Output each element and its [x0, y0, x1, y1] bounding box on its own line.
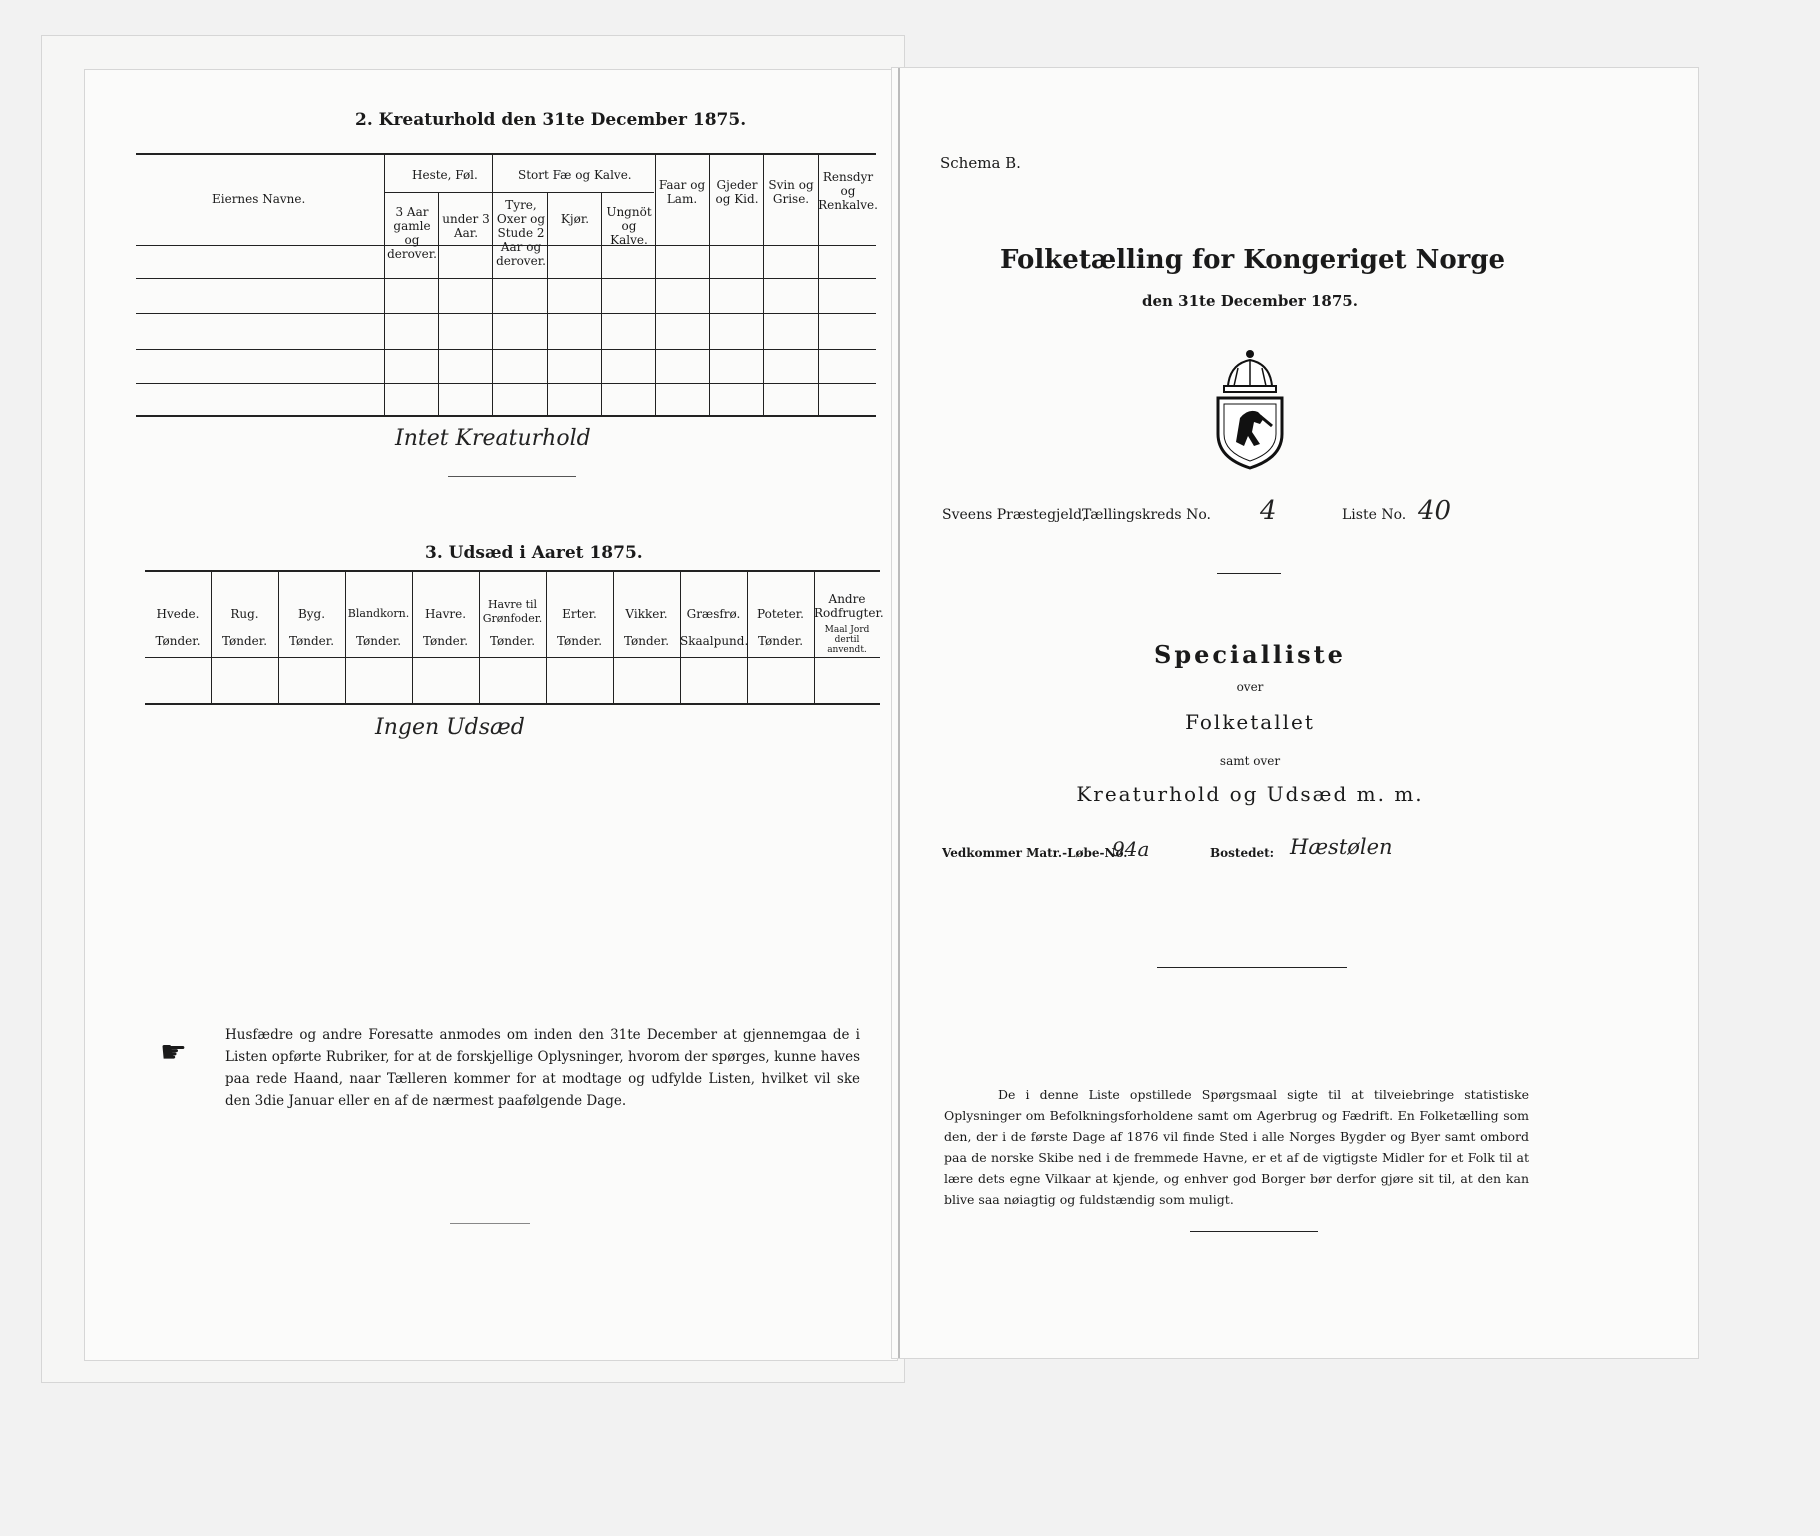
seed-erter-unit: Tønder.	[556, 634, 603, 648]
matr-value: 94a	[1112, 837, 1150, 861]
district-value: 4	[1260, 496, 1277, 526]
footer-text: De i denne Liste opstillede Spørgsmaal sigte til at tilveiebringe statistiske Oplysninger om Befolkningsforholdene samt om Agerbrug og Fædrift. En Folketælling som den, der i de første Dage af 1876 vil finde Sted i alle Norges Bygder og Byer samt ombord paa de norske Skibe ned i de fremmede Havne, er et af de vigtigste Midler for et Folk til at lære dets egne Vilkaar at kjende, og enhver god Borger bør derfor gjøre sit til, at den kan blive saa nøiagtig og fuldstændig som muligt.	[944, 1087, 1529, 1207]
folketallet: Folketallet	[1185, 710, 1315, 734]
seed-poteter: Poteter.	[757, 607, 804, 621]
bosted-label: Bostedet:	[1210, 846, 1275, 860]
samt-over: samt over	[1219, 754, 1281, 768]
seed-rodfrugter: Andre Rodfrugter.	[814, 592, 884, 620]
owner-header: Eiernes Navne.	[212, 192, 306, 206]
cattle-header: Stort Fæ og Kalve.	[518, 168, 632, 182]
seed-note: Ingen Udsæd	[375, 715, 525, 740]
cattle-young-header: Ungnöt og Kalve.	[606, 205, 652, 247]
seed-byg-unit: Tønder.	[288, 634, 335, 648]
pointing-hand-icon: ☛	[160, 1035, 187, 1070]
goats-header: Gjeder og Kid.	[715, 178, 759, 206]
pigs-header: Svin og Grise.	[768, 178, 814, 206]
seed-rodfrugter-unit: Maal Jord dertil anvendt.	[824, 625, 870, 655]
seed-rug: Rug.	[230, 607, 259, 621]
horses-header: Heste, Føl.	[412, 168, 478, 182]
seed-gronfoder: Havre til Grønfoder.	[482, 598, 543, 625]
seed-poteter-unit: Tønder.	[757, 634, 804, 648]
cattle-bulls-header: Tyre, Oxer og Stude 2 Aar og derover.	[496, 198, 546, 268]
list-value: 40	[1418, 496, 1452, 526]
horses-old-header: 3 Aar gamle og derover.	[387, 205, 437, 261]
specialliste-title: Specialliste	[1154, 640, 1346, 669]
district-label: Tællingskreds No.	[1082, 507, 1211, 523]
seed-graesfro: Græsfrø.	[686, 607, 741, 621]
main-title: Folketælling for Kongeriget Norge	[1000, 245, 1506, 275]
seed-blandkorn: Blandkorn.	[347, 607, 410, 620]
bosted-value: Hæstølen	[1290, 835, 1393, 859]
livestock-note: Intet Kreaturhold	[395, 426, 591, 451]
seed-vikker: Vikker.	[625, 607, 668, 621]
seed-byg: Byg.	[297, 607, 326, 621]
seed-hvede-unit: Tønder.	[155, 634, 201, 648]
seed-vikker-unit: Tønder.	[623, 634, 670, 648]
reindeer-header: Rensdyr og Renkalve.	[818, 170, 878, 212]
section3-title: 3. Udsæd i Aaret 1875.	[425, 543, 643, 563]
horses-young-header: under 3 Aar.	[442, 212, 490, 240]
coat-of-arms-icon	[1210, 346, 1290, 470]
list-label: Liste No.	[1342, 507, 1407, 523]
matr-label: Vedkommer Matr.-Løbe-No.	[942, 846, 1128, 860]
kreaturhold-title: Kreaturhold og Udsæd m. m.	[1076, 782, 1424, 806]
seed-havre-unit: Tønder.	[422, 634, 469, 648]
seed-graesfro-unit: Skaalpund.	[680, 634, 749, 648]
seed-erter: Erter.	[562, 607, 597, 621]
schema-label: Schema B.	[940, 154, 1021, 172]
seed-havre: Havre.	[424, 607, 467, 621]
sheep-header: Faar og Lam.	[658, 178, 706, 206]
main-subtitle: den 31te December 1875.	[1142, 292, 1358, 310]
seed-blandkorn-unit: Tønder.	[355, 634, 402, 648]
seed-rug-unit: Tønder.	[221, 634, 268, 648]
over-label: over	[1236, 680, 1264, 694]
parish-label: Sveens Præstegjeld,	[942, 507, 1087, 523]
cattle-cows-header: Kjør.	[560, 212, 590, 226]
notice-text: Husfædre og andre Foresatte anmodes om inden den 31te December at gjennemgaa de i Listen opførte Rubriker, for at de forskjellige Oplysninger, hvorom der spørges, kunne haves paa rede Haand, naar Tælleren kommer for at modtage og udfylde Listen, hvilket vil ske den 3die Januar eller en af de nærmest paafølgende Dage.	[225, 1027, 860, 1109]
section2-title: 2. Kreaturhold den 31te December 1875.	[355, 110, 747, 130]
seed-gronfoder-unit: Tønder.	[489, 634, 536, 648]
seed-hvede: Hvede.	[156, 607, 200, 621]
